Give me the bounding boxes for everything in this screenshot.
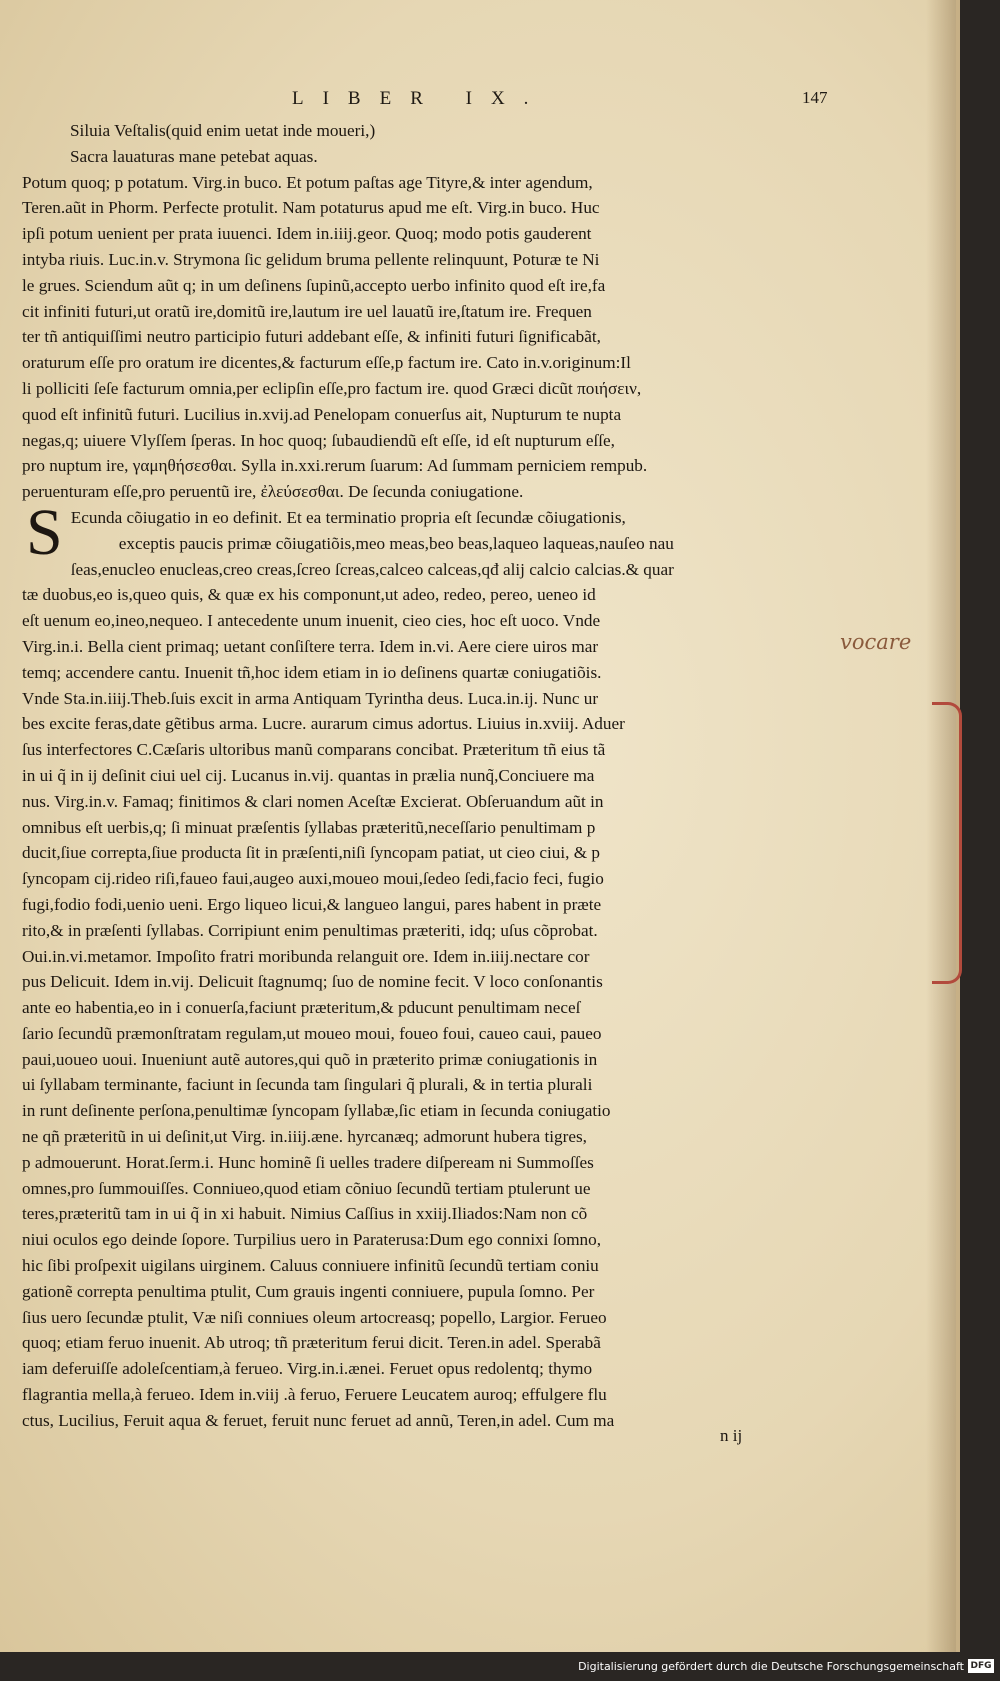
footer-bar	[0, 1652, 1000, 1681]
dfg-logo: DFG	[968, 1659, 994, 1673]
text-line	[22, 479, 842, 505]
text-line-content: temq; accendere cantu. Inuenit tñ,hoc idem etiam in io deſinens quartæ coniugatiõis.	[22, 662, 602, 682]
text-line	[22, 686, 842, 712]
text-line-content: ui ſyllabam terminante, faciunt in ſecunda tam ſingulari q̃ plurali, & in tertia plurali	[22, 1075, 593, 1095]
text-line	[22, 402, 842, 428]
text-line	[22, 711, 842, 737]
text-line-content: ducit,ſiue correpta,ſiue producta ſit in præſenti,niſi ſyncopam patiat, ut cieo ciui, & p	[22, 843, 601, 863]
text-line-content: tæ duobus,eo is,queo quis, & quæ ex his componunt,ut adeo, redeo, pereo, ueneo id	[22, 585, 596, 605]
text-line-content: ante eo habentia,eo in i conuerſa,faciunt præteritum,& pducunt penultimam neceſ	[22, 998, 581, 1018]
text-line	[22, 1279, 842, 1305]
text-line-content: Sacra lauaturas mane petebat aquas.	[70, 146, 318, 166]
text-line-content: quoq; etiam feruo inuenit. Ab utroq; tñ præteritum ferui dicit. Teren.in adel. Sperabã	[22, 1333, 601, 1353]
text-line-content: teres,præteritũ tam in ui q̃ in xi habuit. Nimius Caſſius in xxiij.Iliados:Nam non cõ	[22, 1204, 588, 1224]
text-line-content: bes excite feras,date gẽtibus arma. Lucre. aurarum cimus adortus. Liuius in.xviij. Aduer	[22, 714, 625, 734]
page-header	[0, 88, 960, 118]
text-line	[22, 195, 842, 221]
text-line-content: quod eſt infinitũ futuri. Lucilius in.xvij.ad Penelopam conuerſus ait, Nupturum te nupta	[22, 404, 622, 424]
text-line	[22, 273, 842, 299]
text-line-content: eſt uenum eo,ineo,nequeo. I antecedente unum inuenit, cieo cies, hoc eſt uoco. Vnde	[22, 611, 601, 631]
text-line	[22, 1305, 842, 1331]
text-line-content: pus Delicuit. Idem in.vij. Delicuit ſtagnumq; ſuo de nomine fecit. V loco conſonantis	[22, 972, 603, 992]
text-line-content: ne qñ præteritũ in ui deſinit,ut Virg. in.iiij.æne. hyrcanæq; admorunt hubera tigres,	[22, 1127, 587, 1147]
text-line-content: Potum quoq; p potatum. Virg.in buco. Et potum paſtas age Tityre,& inter agendum,	[22, 172, 593, 192]
text-line	[22, 815, 842, 841]
text-line	[22, 1227, 842, 1253]
text-line-content: flagrantia mella,à ferueo. Idem in.viij .à feruo, Feruere Leucatem auroq; effulgere flu	[22, 1385, 607, 1405]
text-line-content: Siluia Veſtalis(quid enim uetat inde moueri,)	[70, 121, 376, 140]
text-line-content: rito,& in præſenti ſyllabas. Corripiunt enim penultimas præteriti, idq; uſus cõprobat.	[22, 920, 598, 940]
catchword: n ij	[720, 1426, 743, 1445]
text-line	[22, 634, 842, 660]
text-line-content: ter tñ antiquiſſimi neutro participio futuri addebant eſſe, & infiniti futuri ſignificabãt,	[22, 327, 601, 347]
text-line	[22, 1150, 842, 1176]
text-line	[22, 969, 842, 995]
marginal-note: vocare	[840, 630, 912, 654]
text-line-content: ctus, Lucilius, Feruit aqua & feruet, feruit nunc feruet ad annũ, Teren,in adel. Cum ma	[22, 1410, 615, 1430]
text-line-content: fugi,fodio fodi,uenio ueni. Ergo liqueo licui,& langueo langui, pares habent in præte	[22, 894, 602, 914]
text-line	[22, 1047, 842, 1073]
text-line-content: Vnde Sta.in.iiij.Theb.ſuis excit in arma Antiquam Tyrintha deus. Luca.in.ij. Nunc ur	[22, 688, 599, 708]
text-line	[22, 608, 842, 634]
text-line	[22, 1124, 842, 1150]
text-line	[22, 763, 842, 789]
text-line	[22, 1098, 842, 1124]
text-line-content: le grues. Sciendum aũt q; in um deſinens ſupinũ,accepto uerbo infinito quod eſt ire,fa	[22, 275, 606, 295]
text-line	[22, 1176, 842, 1202]
text-line	[22, 660, 842, 686]
text-line-content: ſus interfectores C.Cæſaris ultoribus manũ comparans concibat. Præteritum tñ eius tã	[22, 740, 606, 760]
text-line-content: hic ſibi proſpexit uigilans uirginem. Caluus conniuere infinitũ ſecundũ tertiam coniu	[22, 1256, 599, 1276]
body-text	[22, 118, 842, 1434]
text-line-content: Teren.aũt in Phorm. Perfecte protulit. Nam potaturus apud me eſt. Virg.in buco. Huc	[22, 198, 600, 218]
text-line	[22, 1072, 842, 1098]
running-title: LIBER IX.	[292, 88, 548, 109]
funding-credit: Digitalisierung gefördert durch die Deutsche Forschungsgemeinschaft	[578, 1660, 964, 1673]
text-line-content: ſius uero ſecundæ ptulit, Væ niſi conniues oleum artocreasq; popello, Largior. Ferueo	[22, 1307, 607, 1327]
text-line	[22, 247, 842, 273]
text-line	[22, 1382, 842, 1408]
text-line	[22, 299, 842, 325]
text-line-content: intyba riuis. Luc.in.v. Strymona ſic gelidum bruma pellente relinquunt, Poturæ te Ni	[22, 249, 600, 269]
text-line	[22, 324, 842, 350]
text-line	[22, 144, 842, 170]
text-line	[22, 944, 842, 970]
text-line	[22, 350, 842, 376]
text-line-content: cit infiniti futuri,ut oratũ ire,domitũ ire,lautum ire uel lauatũ ire,ſtatum ire. Frequen	[22, 301, 592, 321]
text-line	[22, 995, 842, 1021]
text-line	[22, 866, 842, 892]
text-line	[22, 737, 842, 763]
text-line	[22, 1356, 842, 1382]
page-number: 147	[802, 88, 828, 107]
text-line-content: ſario ſecundũ præmonſtratam regulam,ut moueo moui, foueo foui, caueo caui, paueo	[22, 1023, 602, 1043]
text-line	[22, 1253, 842, 1279]
text-line	[22, 1021, 842, 1047]
text-line-content: ſyncopam cij.rideo riſi,faueo faui,augeo auxi,moueo moui,ſedeo ſedi,facio feci, fugio	[22, 869, 604, 889]
text-line-content: in runt deſinente perſona,penultimæ ſyncopam ſyllabæ,ſic etiam in ſecunda coniugatio	[22, 1101, 611, 1121]
text-line-content: li polliciti ſeſe facturum omnia,per eclipſin eſſe,pro factum ire. quod Græci dicũt ποιήσειν,	[22, 378, 642, 398]
text-line	[22, 428, 842, 454]
text-line-content: exceptis paucis primæ cõiugatiõis,meo meas,beo beas,laqueo laqueas,nauſeo nau	[118, 533, 674, 553]
text-line-content: Ecunda cõiugatio in eo definit. Et ea terminatio propria eſt ſecundæ cõiugationis,	[70, 507, 626, 527]
text-line-content: pro nuptum ire, γαμηθήσεσθαι. Sylla in.xxi.rerum ſuarum: Ad ſummam perniciem rempub.	[22, 456, 648, 476]
drop-capital: S	[26, 495, 63, 569]
text-line	[71, 557, 842, 583]
text-line	[22, 221, 842, 247]
text-line-content: peruenturam eſſe,pro peruentũ ire, ἐλεύσεσθαι. De ſecunda coniugatione.	[22, 482, 524, 502]
bookmark-ribbon	[932, 702, 962, 984]
text-line-content: niui oculos ego deinde ſopore. Turpilius uero in Paraterusa:Dum ego connixi ſomno,	[22, 1230, 602, 1250]
text-line-content: omnibus eſt uerbis,q; ſi minuat præſentis ſyllabas præteritũ,neceſſario penultimam p	[22, 817, 596, 837]
text-line	[22, 1201, 842, 1227]
text-line-content: paui,uoueo uoui. Inueniunt autẽ autores,qui quõ in præterito primæ coniugationis in	[22, 1049, 598, 1069]
text-line-content: Virg.in.i. Bella cient primaq; uetant conſiſtere terra. Idem in.vi. Aere ciere uiros mar	[22, 636, 599, 656]
text-line	[22, 1330, 842, 1356]
text-line-content: omnes,pro ſummouiſſes. Conniueo,quod etiam cõniuo ſecundũ tertiam ptulerunt ue	[22, 1178, 591, 1198]
text-line	[22, 1408, 842, 1434]
text-line-content: gationẽ correpta penultima ptulit, Cum grauis ingenti conniuere, pupula ſomno. Per	[22, 1281, 595, 1301]
text-line	[22, 918, 842, 944]
text-line-content: ſeas,enucleo enucleas,creo creas,ſcreo ſcreas,calceo calceas,qđ alij calcio calcias.& quar	[70, 559, 674, 579]
text-line-content: ipſi potum uenient per prata iuuenci. Idem in.iiij.geor. Quoq; modo potis gauderent	[22, 224, 592, 244]
text-line-content: oraturum eſſe pro oratum ire dicentes,& facturum eſſe,p factum ire. Cato in.v.originum:Il	[22, 353, 631, 373]
text-line	[22, 582, 842, 608]
text-line	[22, 892, 842, 918]
text-line-content: iam deferuiſſe adoleſcentiam,à ferueo. Virg.in.i.ænei. Feruet opus redolentq; thymo	[22, 1359, 593, 1379]
text-line-content: nus. Virg.in.v. Famaq; finitimos & clari nomen Aceſtæ Excierat. Obſeruandum aũt in	[22, 791, 604, 811]
text-line	[71, 531, 842, 557]
text-line-content: negas,q; uiuere Vlyſſem ſperas. In hoc quoq; ſubaudiendũ eſt eſſe, id eſt nupturum eſſe,	[22, 430, 615, 450]
text-line-content: in ui q̃ in ij deſinit ciui uel cij. Lucanus in.vij. quantas in prælia nunq̃,Conciuere ma	[22, 765, 595, 785]
text-line	[22, 789, 842, 815]
text-line	[22, 376, 842, 402]
text-line	[22, 170, 842, 196]
text-line-content: Oui.in.vi.metamor. Impoſito fratri moribunda relanguit ore. Idem in.iiij.nectare cor	[22, 946, 590, 966]
text-line	[22, 118, 842, 144]
text-line-content: p admouerunt. Horat.ſerm.i. Hunc hominẽ ſi uelles tradere diſpeream ni Summoſſes	[22, 1152, 594, 1172]
text-line	[22, 453, 842, 479]
text-line	[22, 840, 842, 866]
